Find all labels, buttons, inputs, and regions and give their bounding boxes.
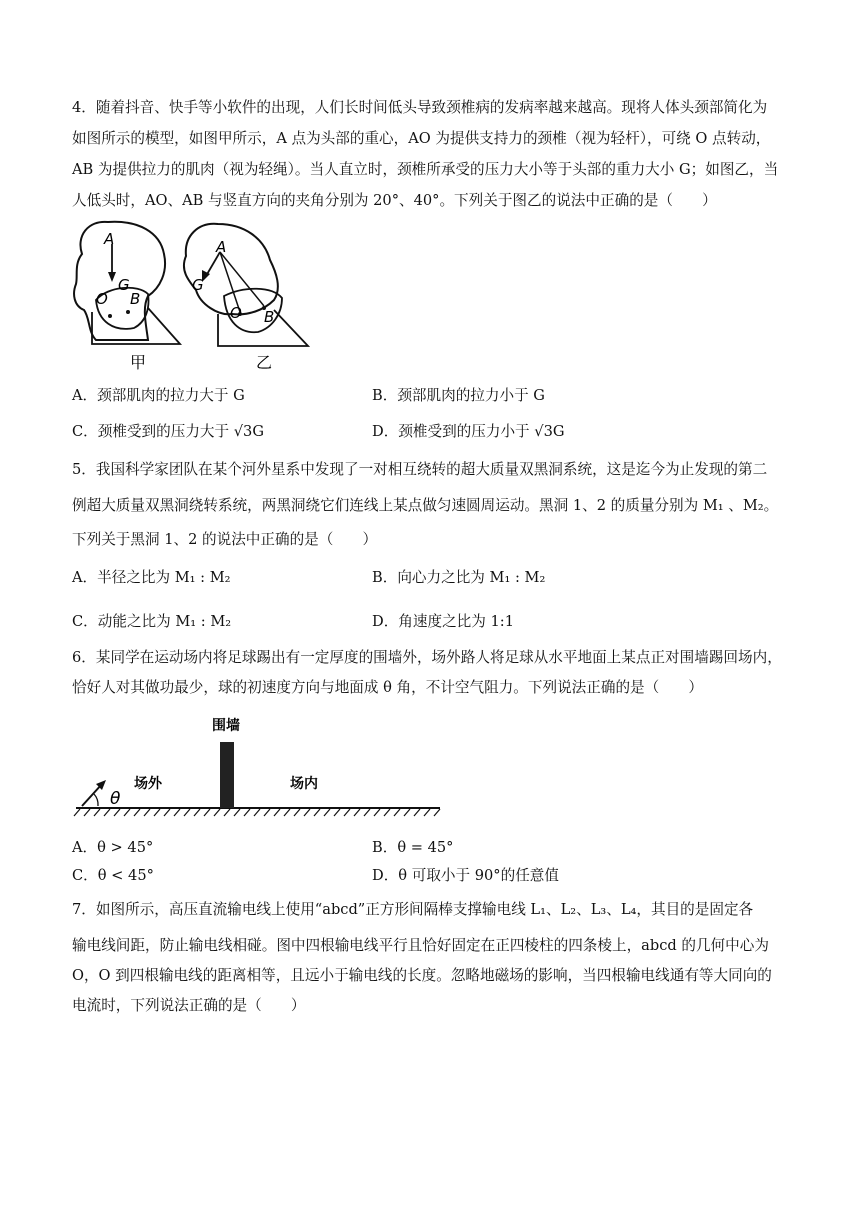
velocity-arrow	[82, 784, 102, 806]
wall-block	[220, 742, 234, 808]
wall-label: 围墙	[212, 718, 240, 734]
head-outline-bowed	[184, 224, 278, 315]
q6-stem-line-2: 恰好人对其做功最少，球的初速度方向与地面成 θ 角，不计空气阻力。下列说法正确的是（ ）	[72, 679, 704, 696]
label-A-upright: A	[104, 230, 115, 248]
q7-stem-line-3: O，O 到四根输电线的距离相等，且远小于输电线的长度。忽略地磁场的影响，当四根输电线通有等大同向的	[72, 967, 772, 984]
q5-option-a[interactable]: A．半径之比为 M₁ : M₂	[72, 569, 231, 586]
q7-stem-line-4: 电流时，下列说法正确的是（ ）	[72, 997, 306, 1014]
label-G-upright: G	[118, 276, 130, 294]
ground-hatching	[74, 809, 440, 816]
label-O-upright: O	[96, 290, 108, 308]
q5-stem-line-2: 例超大质量双黑洞绕转系统，两黑洞绕它们连线上某点做匀速圆周运动。黑洞 1、2 的质量分别为 M₁ 、M₂。	[72, 497, 779, 514]
line-AO-bowed	[220, 252, 240, 312]
inside-label: 场内	[290, 776, 318, 792]
q7-stem-line-2: 输电线间距，防止输电线相碰。图中四根输电线平行且恰好固定在正四棱柱的四条棱上，abcd 的几何中心为	[72, 937, 769, 954]
label-O-bowed: O	[230, 304, 242, 322]
label-A-bowed: A	[216, 238, 227, 256]
q4-stem-line-4: 人低头时，AO、AB 与竖直方向的夹角分别为 20°、40°。下列关于图乙的说法中正确的是（ ）	[72, 192, 717, 209]
q5-option-d[interactable]: D．角速度之比为 1:1	[372, 613, 514, 630]
q6-option-c[interactable]: C．θ < 45°	[72, 867, 154, 884]
label-G-bowed: G	[192, 276, 204, 294]
q4-option-c[interactable]: C．颈椎受到的压力大于 √3G	[72, 423, 264, 440]
label-B-bowed: B	[264, 308, 275, 326]
label-B-upright: B	[130, 290, 141, 308]
outside-label: 场外	[134, 776, 162, 792]
q4-stem-line-2: 如图所示的模型，如图甲所示，A 点为头部的重心，AO 为提供支持力的颈椎（视为轻杆），可绕 O 点转动，	[72, 130, 771, 147]
q6-figure	[70, 712, 450, 822]
q7-stem-line-1: 7．如图所示，高压直流输电线上使用“abcd”正方形间隔棒支撑输电线 L₁、L₂、L₃、L₄，其目的是固定各	[72, 901, 754, 918]
q5-option-c[interactable]: C．动能之比为 M₁ : M₂	[72, 613, 232, 630]
q4-stem-line-1: 4．随着抖音、快手等小软件的出现，人们长时间低头导致颈椎病的发病率越来越高。现将人体头颈部简化为	[72, 99, 768, 116]
caption-yi: 乙	[256, 353, 273, 372]
q6-option-b[interactable]: B．θ = 45°	[372, 839, 454, 856]
q5-stem-line-3: 下列关于黑洞 1、2 的说法中正确的是（ ）	[72, 531, 378, 548]
q4-option-a[interactable]: A．颈部肌肉的拉力大于 G	[72, 387, 245, 404]
caption-jia: 甲	[130, 353, 147, 372]
line-AB-bowed	[220, 252, 264, 306]
q4-figure	[68, 214, 328, 374]
angle-label: θ	[110, 789, 121, 809]
q4-option-d[interactable]: D．颈椎受到的压力小于 √3G	[372, 423, 565, 440]
q4-stem-line-3: AB 为提供拉力的肌肉（视为轻绳）。当人直立时，颈椎所承受的压力大小等于头部的重力大小 G；如图乙，当	[72, 161, 779, 178]
q6-option-a[interactable]: A．θ > 45°	[72, 839, 154, 856]
q6-option-d[interactable]: D．θ 可取小于 90°的任意值	[372, 867, 559, 884]
angle-arc	[94, 794, 98, 806]
q5-stem-line-1: 5．我国科学家团队在某个河外星系中发现了一对相互绕转的超大质量双黑洞系统，这是迄今为止发现的第二	[72, 461, 768, 478]
q4-option-b[interactable]: B．颈部肌肉的拉力小于 G	[372, 387, 545, 404]
q5-option-b[interactable]: B．向心力之比为 M₁ : M₂	[372, 569, 546, 586]
q6-stem-line-1: 6．某同学在运动场内将足球踢出有一定厚度的围墙外，场外路人将足球从水平地面上某点正对围墙踢回场内，	[72, 649, 782, 666]
